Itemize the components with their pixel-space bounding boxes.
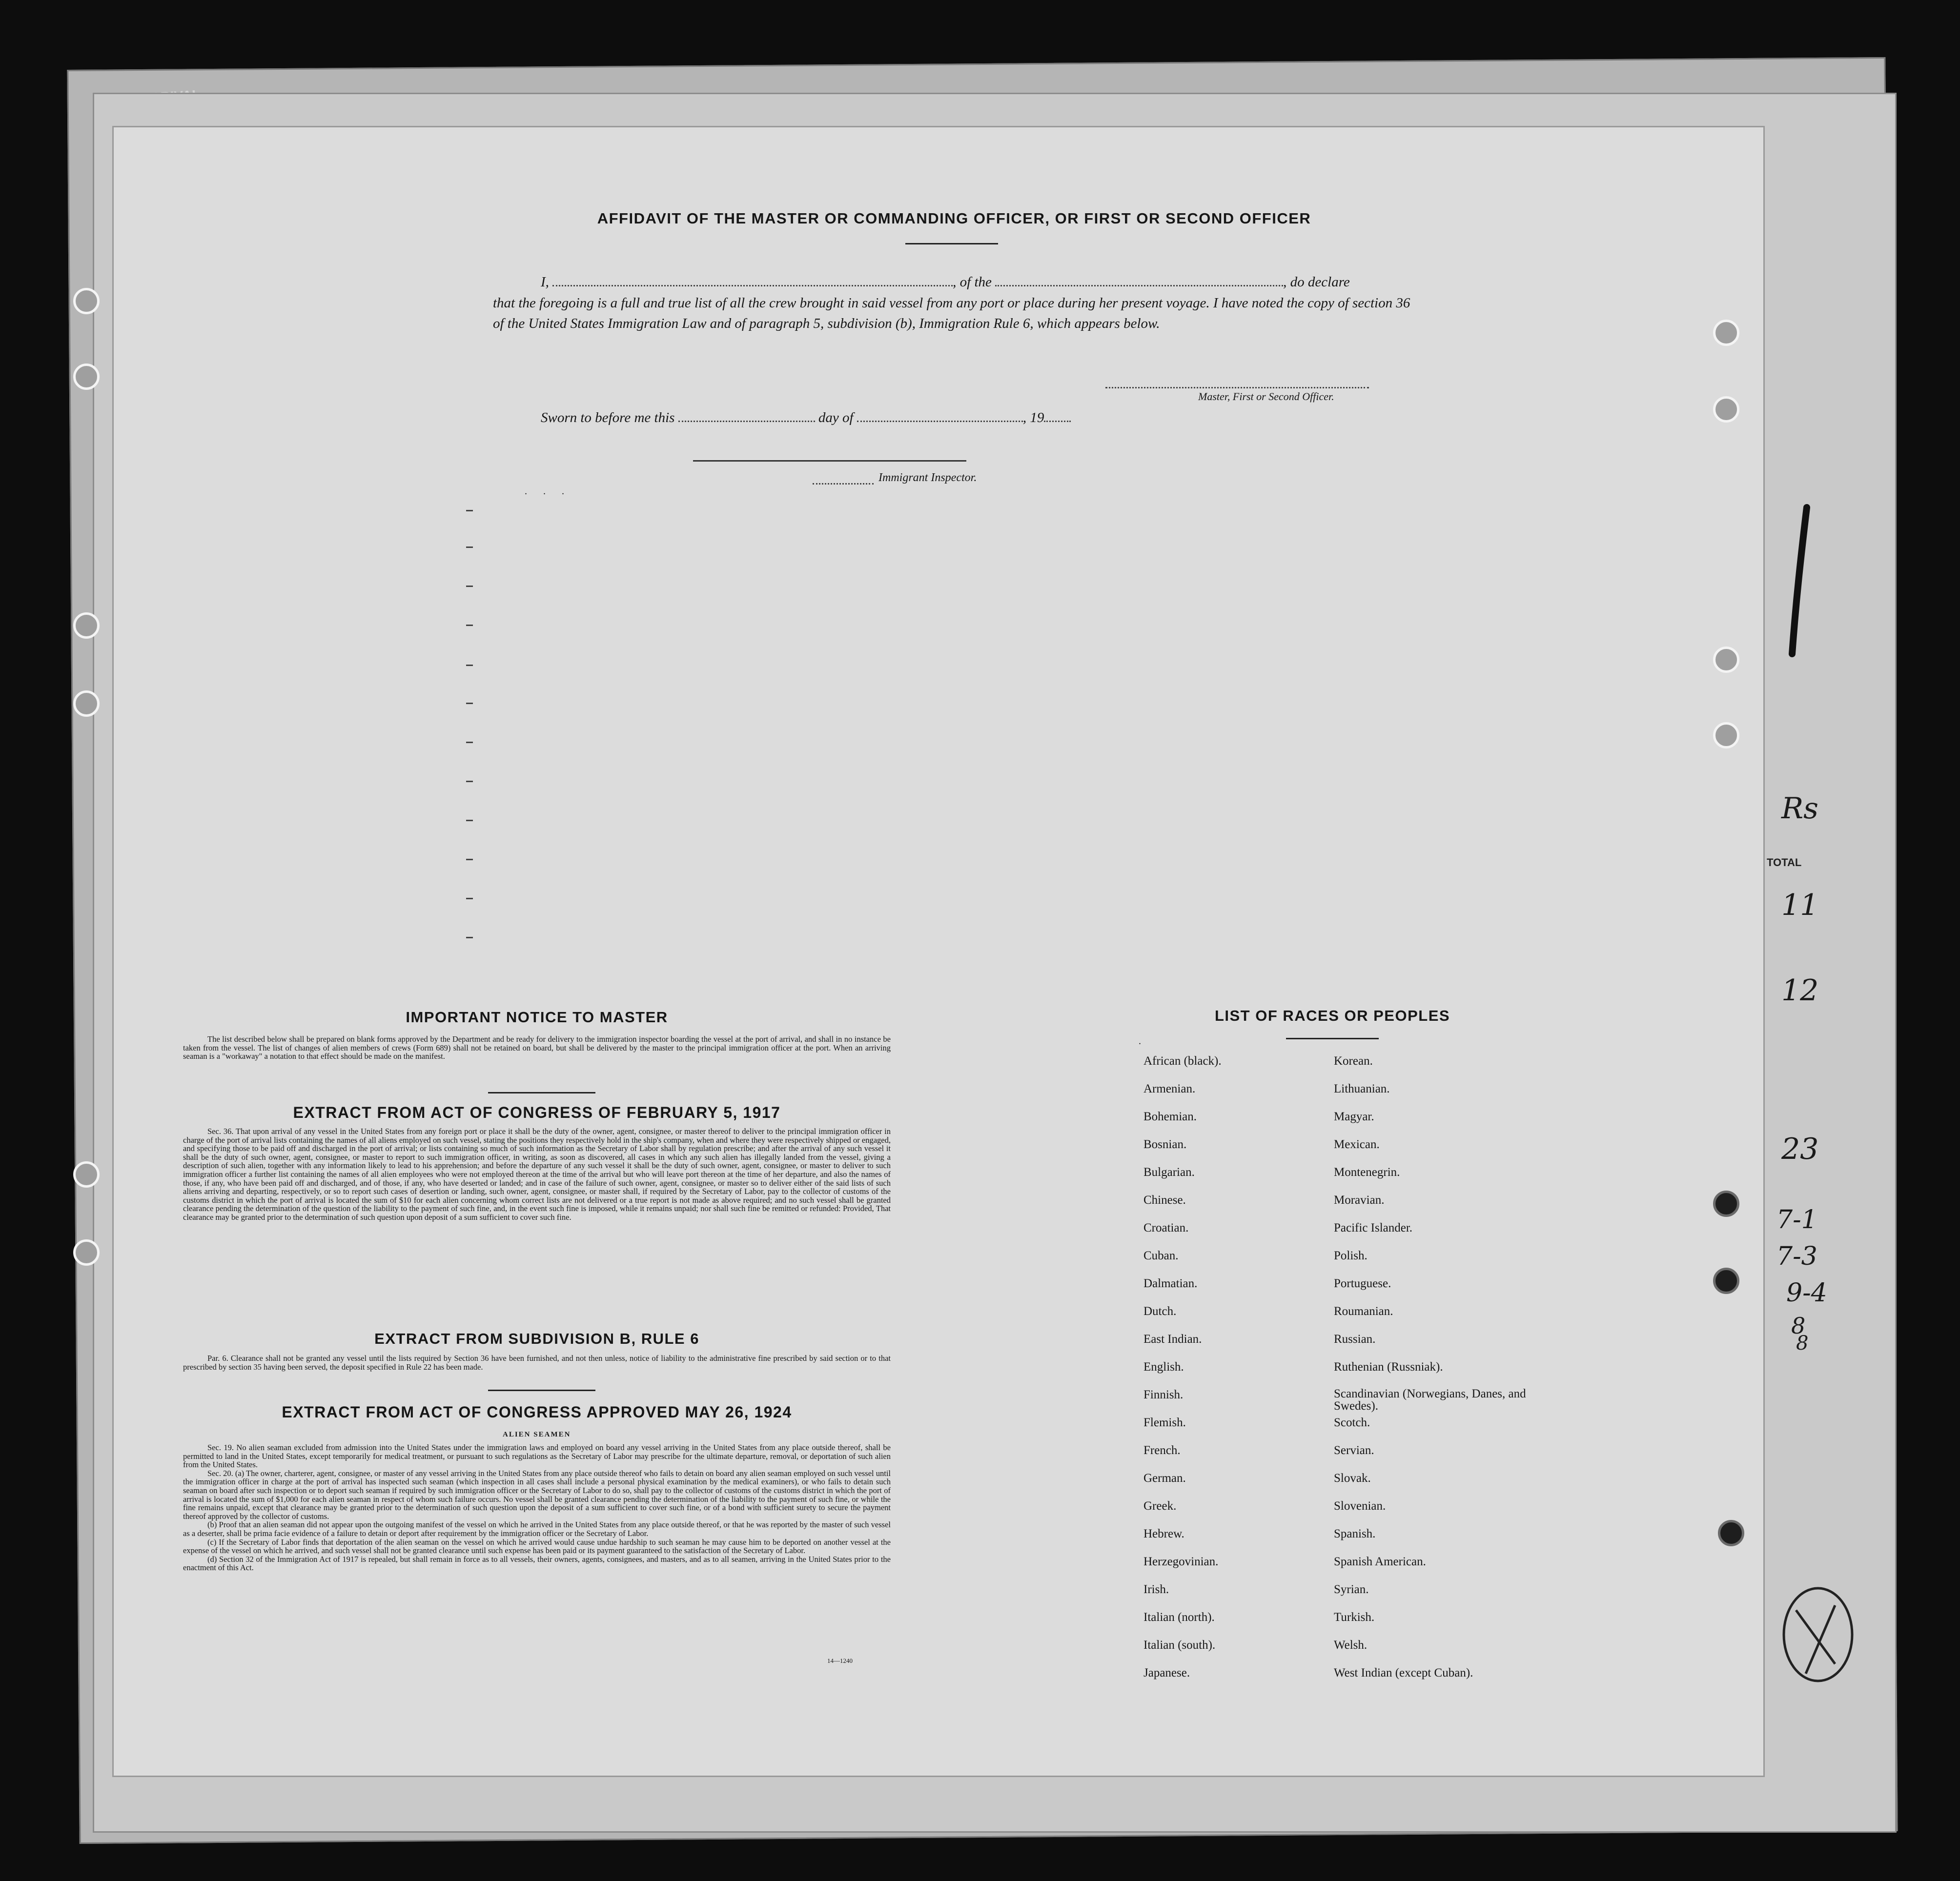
races-title-rule [1286, 1038, 1379, 1039]
title-rule [905, 243, 998, 244]
form-number: 14—1240 [827, 1657, 853, 1664]
race-item: Syrian. [1334, 1583, 1369, 1596]
race-item: Finnish. [1143, 1388, 1184, 1401]
stray-dot: . [1139, 1036, 1141, 1047]
master-signature-caption: Master, First or Second Officer. [1198, 390, 1334, 403]
total-label: TOTAL [1767, 856, 1802, 869]
of-the-label: , of the [953, 274, 992, 290]
race-item: Dalmatian. [1143, 1277, 1198, 1290]
pen-stroke [1786, 503, 1816, 659]
race-item: Dutch. [1143, 1305, 1177, 1318]
punch-hole [1713, 647, 1739, 673]
race-item: Magyar. [1334, 1110, 1374, 1123]
race-item: Armenian. [1143, 1082, 1196, 1095]
race-item: Polish. [1334, 1249, 1368, 1262]
sworn-line [541, 410, 1071, 426]
declarant-prefix: I, [541, 274, 549, 290]
declare-label: , do declare [1283, 274, 1350, 290]
race-item: Ruthenian (Russniak). [1334, 1360, 1443, 1374]
race-item: Cuban. [1143, 1249, 1179, 1262]
race-item: Italian (north). [1143, 1611, 1215, 1624]
race-item: Chinese. [1143, 1193, 1186, 1207]
punch-hole [73, 612, 100, 639]
margin-tick [466, 937, 473, 938]
notice-text [183, 1035, 891, 1061]
sworn-prefix: Sworn to before me this [541, 410, 675, 425]
punch-hole [1713, 722, 1739, 748]
notice-title: IMPORTANT NOTICE TO MASTER [406, 1009, 668, 1026]
punch-hole [73, 288, 100, 314]
margin-value-5: 7-3 [1776, 1242, 1817, 1271]
master-signature-blank[interactable] [1105, 387, 1369, 388]
race-item: Slovak. [1334, 1472, 1371, 1485]
sworn-year-blank[interactable] [1044, 417, 1071, 422]
sec-20b-paragraph: (b) Proof that an alien seaman did not appear upon the outgoing manifest of the vessel on which he arrived in the United States from any place outside thereof, or that he was reported by the master of such vessel as a deserter, shall be prima facie evidence of a failure to detain or deport after requirement by the immigration officer or the Secretary of Labor. [183, 1520, 891, 1538]
sec-20d-paragraph: (d) Section 32 of the Immigration Act of 1917 is repealed, but shall remain in force as to all vessels, their owners, agents, consignees, and masters, and as to all seamen, arriving in the United States prior to the enactment of this Act. [183, 1554, 891, 1573]
stray-dots: . . . [525, 486, 571, 497]
race-item: East Indian. [1143, 1333, 1202, 1346]
margin-tick [466, 586, 473, 587]
punch-hole [1713, 1268, 1739, 1294]
margin-tick [466, 898, 473, 899]
margin-tick [466, 859, 473, 860]
race-item: English. [1143, 1360, 1184, 1374]
section-rule [488, 1390, 595, 1391]
punch-hole [73, 364, 100, 390]
race-item: Pacific Islander. [1334, 1221, 1413, 1234]
declaration-line [541, 274, 1350, 290]
rule6-title: EXTRACT FROM SUBDIVISION B, RULE 6 [374, 1330, 699, 1347]
margin-value-8: 8 [1796, 1332, 1809, 1355]
race-item: Servian. [1334, 1444, 1374, 1457]
punch-hole [1713, 320, 1739, 346]
race-item: German. [1143, 1472, 1186, 1485]
punch-hole [73, 1161, 100, 1188]
race-item: Moravian. [1334, 1193, 1385, 1207]
race-item: Japanese. [1143, 1666, 1190, 1679]
race-item: Scandinavian (Norwegians, Danes, and Swedes). [1334, 1387, 1526, 1413]
sec-20c-paragraph: (c) If the Secretary of Labor finds that deportation of the alien seaman on the vessel on which he arrived would cause undue hardship to such seaman he may cause him to be deported on another vessel at the expense of the vessel on which he arrived, and such vessel shall not be granted clearance until such expense has been paid or its payment guaranteed to the satisfaction of the Secretary of Labor. [183, 1537, 891, 1556]
race-item: Slovenian. [1334, 1499, 1386, 1513]
race-item: West Indian (except Cuban). [1334, 1666, 1473, 1679]
extract-1924-title: EXTRACT FROM ACT OF CONGRESS APPROVED MAY 26, 1924 [282, 1403, 792, 1421]
race-item: Russian. [1334, 1333, 1376, 1346]
race-item: Bosnian. [1143, 1138, 1187, 1151]
punch-hole [73, 1239, 100, 1266]
race-item: African (black). [1143, 1054, 1222, 1068]
extract-1924-text [183, 1443, 891, 1572]
race-item: Spanish. [1334, 1527, 1376, 1540]
margin-tick [466, 820, 473, 821]
punch-hole [1713, 396, 1739, 423]
race-item: Greek. [1143, 1499, 1177, 1513]
margin-tick [466, 546, 473, 548]
rule6-paragraph: Par. 6. Clearance shall not be granted any vessel until the lists required by Section 36 have been furnished, and not then unless, notice of liability to the administrative fine prescribed by said section or to that prescribed by section 35 having been served, the deposit specified in Rule 22 has been made. [183, 1354, 891, 1372]
notice-paragraph: The list described below shall be prepared on blank forms approved by the Department and be ready for delivery to the immigration inspector boarding the vessel at the port of arrival, and shall in no instance be taken from the vessel. The list of changes of alien members of crews (Form 689) shall not be retained on board, but shall be delivered by the master to the principal immigration officer at the port. When an arriving seaman is a "workaway" a notation to that effect should be made on the manifest. [183, 1034, 891, 1061]
margin-value-1: 11 [1781, 888, 1819, 922]
race-item: Portuguese. [1334, 1277, 1391, 1290]
margin-tick [466, 703, 473, 704]
race-item: Italian (south). [1143, 1638, 1216, 1652]
race-item: Flemish. [1143, 1416, 1186, 1429]
margin-value-6: 9-4 [1786, 1278, 1827, 1308]
extract-1917-title: EXTRACT FROM ACT OF CONGRESS OF FEBRUARY 5, 1917 [293, 1104, 781, 1121]
margin-value-3: 23 [1781, 1132, 1819, 1166]
affidavit-statement: that the foregoing is a full and true list of all the crew brought in said vessel from any port or place during her present voyage. I have noted the copy of section 36 of the United States Immigration Law and of paragraph 5, subdivision (b), Immigration Rule 6, which appears below. [493, 295, 1410, 331]
races-list-left [1143, 1054, 1329, 1694]
race-item: Roumanian. [1334, 1305, 1393, 1318]
race-item: Bohemian. [1143, 1110, 1197, 1123]
extract-1917-text [183, 1127, 891, 1222]
race-item: Korean. [1334, 1054, 1373, 1068]
margin-tick [466, 781, 473, 782]
race-item: Croatian. [1143, 1221, 1189, 1234]
alien-seamen-subtitle: ALIEN SEAMEN [503, 1431, 571, 1438]
sworn-month-blank[interactable] [857, 417, 1023, 422]
section-36-paragraph: Sec. 36. That upon arrival of any vessel in the United States from any foreign port or place it shall be the duty of the owner, agent, consignee, or master thereof to deliver to the principal immigration officer in charge of the port of arrival lists containing the names of all aliens employed on such vessel, stating the positions they respectively hold in the ship's company, when and where they were respectively shipped or engaged, and specifying those to be paid off and discharged in the port of arrival; or lists containing so much of such information as the Secretary of Labor shall by regulation prescribe; and after the arrival of any such vessel it shall be the duty of such owner, agent, consignee, or master to report to such immigration officer, in writing, as soon as discovered, all cases in which any such alien has illegally landed from the vessel, giving a description of such alien, together with any information likely to lead to his apprehension; and before the departure of any such vessel it shall be the duty of such owner, agent, consignee, or master to deliver to such immigration officer a further list containing the names of all alien employees who were not employed thereon at the time of the arrival but who will leave port thereon at the time of her departure, and also the names of those, if any, who have been paid off and discharged, and of those, if any, who have deserted or landed; and in case of the failure of such owner, agent, consignee, or master so to deliver either of the said lists of such aliens arriving and departing, respectively, or so to report such cases of desertion or landing, such owner, agent, consignee, or master shall, if required by the Secretary of Labor, pay to the collector of customs of the customs district in which the port of arrival is located the sum of $10 for each alien concerning whom correct lists are not delivered or a true report is not made as above required; and no such vessel shall be granted clearance pending the determination of the question of the liability to the payment of such fine, and, in the event such fine is imposed, while it remains unpaid; nor shall such fine be remitted or refunded: Provided, That clearance may be granted prior to the determination of such question upon deposit of a sum sufficient to cover such fine. [183, 1127, 891, 1222]
margin-scribble: Rs [1781, 791, 1818, 826]
race-item: Scotch. [1334, 1416, 1370, 1429]
margin-tick [466, 742, 473, 743]
inspector-caption: Immigrant Inspector. [878, 471, 977, 484]
circle-mark [1776, 1581, 1859, 1688]
race-item: French. [1143, 1444, 1181, 1457]
race-item: Turkish. [1334, 1611, 1375, 1624]
sec-19-paragraph: Sec. 19. No alien seaman excluded from admission into the United States under the immigration laws and employed on board any vessel arriving in the United States from any place outside thereof, shall be permitted to land in the United States, except temporarily for medical treatment, or pursuant to such regulations as the Secretary of Labor may prescribe for the ultimate departure, removal, or deportation of such alien from the United States. [183, 1443, 891, 1470]
race-item: Welsh. [1334, 1638, 1368, 1652]
section-rule [488, 1092, 595, 1093]
sworn-day-label: day of [818, 410, 854, 425]
race-item: Spanish American. [1334, 1555, 1426, 1568]
sec-20a-paragraph: Sec. 20. (a) The owner, charterer, agent, consignee, or master of any vessel arriving in the United States from any place outside thereof who fails to detain on board any alien seaman employed on such vessel until the immigration officer in charge at the port of arrival has inspected such seaman (which inspection in all cases shall include a personal physical examination by the medical examiners), or who fails to detain such seaman on board after such inspection or to deport such seaman if required by such immigration officer or the Secretary of Labor to do so, shall pay to the collector of customs of the customs district in which the port of arrival is located the sum of $1,000 for each alien seaman in respect of whom such failure occurs. No vessel shall be granted clearance pending the determination of the liability to the payment of such fine, or while the fine remains unpaid, except that clearance may be granted prior to the determination of such question upon the deposit of a sum sufficient to cover such fine, or of a bond with sufficient surety to secure the payment thereof approved by the collector of customs. [183, 1468, 891, 1521]
punch-hole [1713, 1191, 1739, 1217]
margin-tick [466, 665, 473, 666]
punch-hole [73, 690, 100, 717]
margin-value-2: 12 [1781, 973, 1819, 1008]
declarant-name-blank[interactable] [552, 281, 953, 286]
affidavit-title: AFFIDAVIT OF THE MASTER OR COMMANDING OFFICER, OR FIRST OR SECOND OFFICER [597, 210, 1311, 227]
sworn-year-label: , 19 [1022, 410, 1044, 425]
margin-tick [466, 625, 473, 626]
punch-hole [1718, 1520, 1744, 1546]
race-item: Montenegrin. [1334, 1166, 1400, 1179]
race-item: Hebrew. [1143, 1527, 1184, 1540]
races-list-right [1334, 1054, 1539, 1694]
margin-value-4: 7-1 [1776, 1205, 1817, 1234]
race-item: Herzegovinian. [1143, 1555, 1219, 1568]
race-item: Mexican. [1334, 1138, 1380, 1151]
race-item: Bulgarian. [1143, 1166, 1195, 1179]
race-item: Irish. [1143, 1583, 1169, 1596]
race-item: Lithuanian. [1334, 1082, 1390, 1095]
sworn-day-blank[interactable] [678, 417, 815, 422]
vessel-name-blank[interactable] [995, 281, 1283, 286]
rule6-text [183, 1354, 891, 1371]
margin-tick [466, 510, 473, 511]
margin-value-7: 8 [1791, 1313, 1806, 1339]
inspector-signature-line[interactable] [693, 460, 966, 462]
inspector-dots [813, 483, 874, 485]
races-title: LIST OF RACES OR PEOPLES [1214, 1007, 1450, 1024]
